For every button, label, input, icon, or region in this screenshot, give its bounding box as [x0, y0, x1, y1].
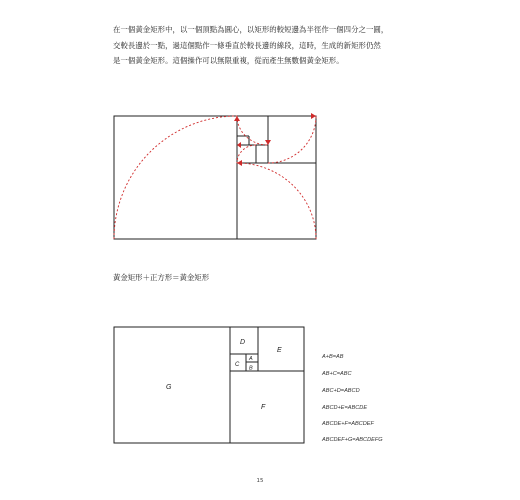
equation-line: ABC+D=ABCD	[322, 388, 360, 394]
spiral-arrowheads	[234, 113, 316, 166]
equation-line: A+B=AB	[322, 354, 344, 360]
page-number: 15	[256, 478, 264, 484]
label-c: C	[235, 362, 240, 368]
square-labels	[166, 339, 282, 411]
spiral-arc	[268, 116, 316, 163]
equation-line: AB+C=ABC	[322, 371, 352, 377]
spiral-arc	[237, 116, 268, 145]
equation-line: ABCDEF+G=ABCDEFG	[322, 437, 383, 443]
arrowhead	[237, 142, 241, 148]
golden-spiral-arcs	[114, 116, 316, 239]
paragraph-line-3: 是一個黃金矩形。這個操作可以無限重複，從而產生無數個黃金矩形。	[113, 56, 344, 65]
spiral-arc	[237, 163, 316, 239]
paragraph-line-2: 交較長邊於一點，過這個點作一條垂直於較長邊的線段，這時，生成的新矩形仍然	[113, 40, 381, 50]
arrowhead	[234, 116, 240, 121]
label-e: E	[277, 347, 282, 354]
label-d: D	[240, 339, 246, 346]
figure-caption: 黃金矩形＋正方形＝黃金矩形	[113, 273, 210, 282]
spiral-arc	[237, 145, 256, 163]
outer-golden-rectangle	[114, 116, 316, 239]
paragraph-line-1: 在一個黃金矩形中，以一個頂點為圓心，以矩形的較短邊為半徑作一個四分之一圓，	[113, 25, 389, 34]
label-b: B	[249, 365, 253, 372]
label-a: A	[249, 356, 253, 362]
labeled-squares-figure	[114, 327, 304, 443]
equation-line: ABCD+E=ABCDE	[322, 405, 368, 411]
arrowhead	[237, 160, 242, 166]
spiral-arc	[114, 116, 237, 239]
label-g: G	[166, 384, 172, 391]
arrowhead	[311, 113, 316, 119]
arrowhead	[265, 140, 271, 145]
equation-line: ABCDE+F=ABCDEF	[322, 421, 374, 427]
outer-rectangle	[114, 327, 304, 443]
golden-rectangle-figure	[114, 116, 316, 239]
label-f: F	[261, 404, 266, 411]
